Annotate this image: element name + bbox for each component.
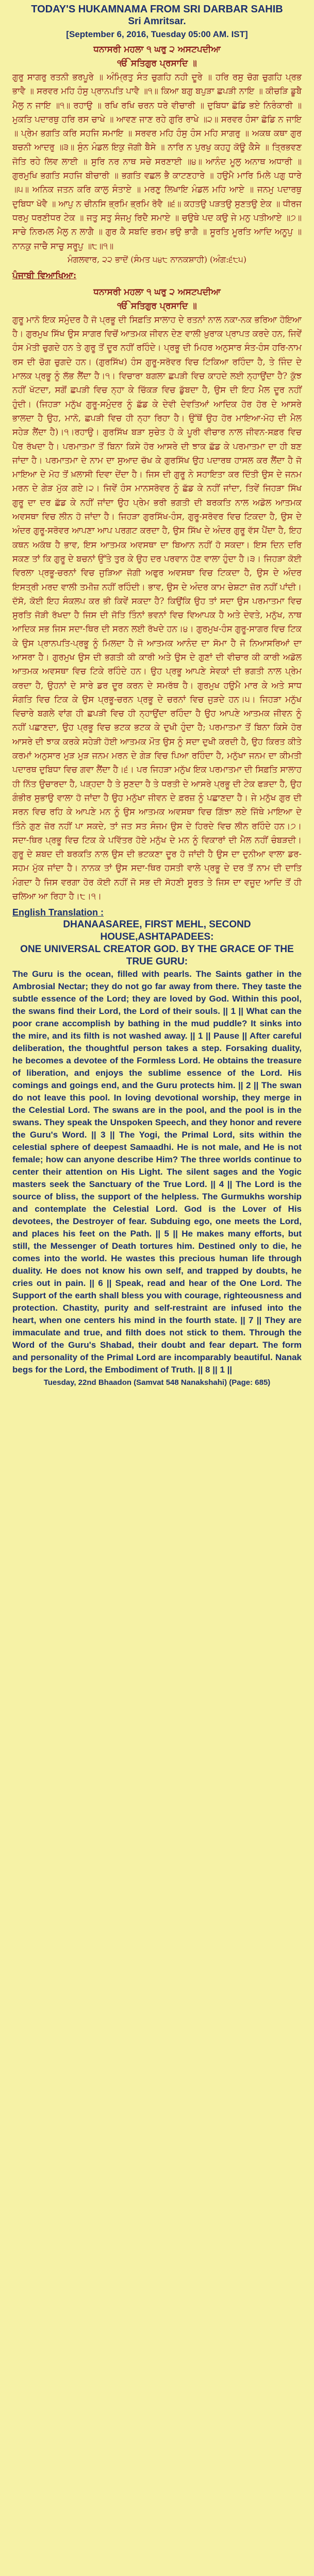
punjabi-label: ਪੰਜਾਬੀ ਵਿਆਖਿਆ: xyxy=(12,270,77,281)
gurmukhi-section xyxy=(0,43,314,266)
page-date: [September 6, 2016, Tuesday 05:00 AM. IST] xyxy=(66,29,248,39)
english-label: English Translation : xyxy=(12,907,104,918)
english-heading-line-1: DHANAASAREE, FIRST MEHL, SECOND HOUSE,ASHTAPADEES: xyxy=(63,919,251,943)
punjabi-section xyxy=(0,269,314,903)
english-section xyxy=(0,906,314,1388)
english-footer-date: Tuesday, 22nd Bhaadon (Samvat 548 Nanakshahi) (Page: 685) xyxy=(43,1378,271,1387)
punjabi-mool-mantar: ੴ ਸਤਿਗੁਰ ਪ੍ਰਸਾਦਿ ॥ xyxy=(117,300,197,311)
punjabi-raag-heading: ਧਨਾਸਰੀ ਮਹਲਾ ੧ ਘਰੁ ੨ ਅਸਟਪਦੀਆ xyxy=(93,286,221,297)
page-subtitle-place: Sri Amritsar. xyxy=(128,16,186,27)
page-header xyxy=(0,0,314,40)
gurmukhi-mool-mantar: ੴ ਸਤਿਗੁਰ ਪ੍ਰਸਾਦਿ ॥ xyxy=(117,58,197,69)
gurmukhi-raag-heading: ਧਨਾਸਰੀ ਮਹਲਾ ੧ ਘਰੁ ੨ ਅਸਟਪਦੀਆ xyxy=(93,44,221,55)
page-title: TODAY'S HUKAMNAMA FROM SRI DARBAR SAHIB xyxy=(31,4,283,15)
gurmukhi-shabad-text: ਗੁਰੁ ਸਾਗਰੁ ਰਤਨੀ ਭਰਪੂਰੇ ॥ ਅੰਮ੍ਰਿਤੁ ਸੰਤ ਚੁਗਹਿ ਨਹੀ ਦੂਰੇ ॥ ਹਰਿ ਰਸੁ ਚੋਗ ਚੁਗਹਿ ਪ੍ਰਭ ਭਾਵੈ ॥ ਸਰਵਰ ਮਹਿ ਹੰਸੁ ਪ੍ਰਾਨਪਤਿ ਪਾਵੈ ॥੧॥ ਕਿਆ ਬਗੁ ਬਪੁੜਾ ਛਪੜੀ ਨਾਇ ॥ ਕੀਚੜਿ ਡੂਬੈ ਮੈਲੁ ਨ ਜਾਇ ॥੧॥ ਰਹਾਉ ॥ ਰਖਿ ਰਖਿ ਚਰਨ ਧਰੇ ਵੀਚਾਰੀ ॥ ਦੁਬਿਧਾ ਛੋਡਿ ਭਏ ਨਿਰੰਕਾਰੀ ॥ ਮੁਕਤਿ ਪਦਾਰਥੁ ਹਰਿ ਰਸ ਚਾਖੇ ॥ ਆਵਣ ਜਾਣ ਰਹੇ ਗੁਰਿ ਰਾਖੇ ॥੨॥ ਸਰਵਰ ਹੰਸਾ ਛੋਡਿ ਨ ਜਾਇ ॥ ਪ੍ਰੇਮ ਭਗਤਿ ਕਰਿ ਸਹਜਿ ਸਮਾਇ ॥ ਸਰਵਰ ਮਹਿ ਹੰਸੁ ਹੰਸ ਮਹਿ ਸਾਗਰੁ ॥ ਅਕਥ ਕਥਾ ਗੁਰ ਬਚਨੀ ਆਦਰੁ ॥੩॥ ਸੁੰਨ ਮੰਡਲ ਇਕੁ ਜੋਗੀ ਬੈਸੇ ॥ ਨਾਰਿ ਨ ਪੁਰਖੁ ਕਹਹੁ ਕੋਊ ਕੈਸੇ ॥ ਤ੍ਰਿਭਵਣ ਜੋਤਿ ਰਹੇ ਲਿਵ ਲਾਈ ॥ ਸੁਰਿ ਨਰ ਨਾਥ ਸਚੇ ਸਰਣਾਈ ॥੪॥ ਆਨੰਦ ਮੂਲੁ ਅਨਾਥ ਅਧਾਰੀ ॥ ਗੁਰਮੁਖਿ ਭਗਤਿ ਸਹਜਿ ਬੀਚਾਰੀ ॥ ਭਗਤਿ ਵਛਲ ਭੈ ਕਾਟਣਹਾਰੇ ॥ ਹਉਮੈ ਮਾਰਿ ਮਿਲੇ ਪਗੁ ਧਾਰੇ ॥੫॥ ਅਨਿਕ ਜਤਨ ਕਰਿ ਕਾਲੁ ਸੰਤਾਏ ॥ ਮਰਣੁ ਲਿਖਾਇ ਮੰਡਲ ਮਹਿ ਆਏ ॥ ਜਨਮੁ ਪਦਾਰਥੁ ਦੁਬਿਧਾ ਖੋਵੈ ॥ ਆਪੁ ਨ ਚੀਨਸਿ ਭ੍ਰਮਿ ਭ੍ਰਮਿ ਰੋਵੈ ॥੬॥ ਕਹਤਉ ਪੜਤਉ ਸੁਣਤਉ ਏਕ ॥ ਧੀਰਜ ਧਰਮੁ ਧਰਣੀਧਰ ਟੇਕ ॥ ਜਤੁ ਸਤੁ ਸੰਜਮੁ ਰਿਦੈ ਸਮਾਏ ॥ ਚਉਥੇ ਪਦ ਕਉ ਜੇ ਮਨੁ ਪਤੀਆਏ ॥੭॥ ਸਾਚੇ ਨਿਰਮਲ ਮੈਲੁ ਨ ਲਾਗੈ ॥ ਗੁਰ ਕੈ ਸਬਦਿ ਭਰਮ ਭਉ ਭਾਗੈ ॥ ਸੂਰਤਿ ਮੂਰਤਿ ਆਦਿ ਅਨੂਪੁ ॥ ਨਾਨਕੁ ਜਾਚੈ ਸਾਚੁ ਸਰੂਪੁ ॥੮॥੧॥ xyxy=(12,72,302,251)
punjabi-explanation-text: ਗੁਰੂ ਮਾਨੋ ਇਕ ਸਮੁੰਦਰ ਹੈ ਜੋ ਪ੍ਰਭੂ ਦੀ ਸਿਫ਼ਤਿ ਸਾਲਾਹ ਦੇ ਰਤਨਾਂ ਨਾਲ ਨਕਾ-ਨਕ ਭਰਿਆ ਹੋਇਆ ਹੈ। ਗੁਰਮੁਖ ਸਿੱਖ ਉਸ ਸਾਗਰ ਵਿਚੋਂ ਆਤਮਕ ਜੀਵਨ ਦੇਣ ਵਾਲੀ ਖ਼ੁਰਾਕ ਪ੍ਰਾਪਤ ਕਰਦੇ ਹਨ, ਜਿਵੇਂ ਹੰਸ ਮੋਤੀ ਚੁਗਦੇ ਹਨ ਤੇ ਗੁਰੂ ਤੋਂ ਦੂਰ ਨਹੀਂ ਰਹਿੰਦੇ। ਪ੍ਰਭੂ ਦੀ ਮਿਹਰ ਅਨੁਸਾਰ ਸੰਤ-ਹੰਸ ਹਰਿ-ਨਾਮ ਰਸ ਦੀ ਚੋਗ ਚੁਗਦੇ ਹਨ। (ਗੁਰਸਿੱਖ) ਹੰਸ ਗੁਰੂ-ਸਰੋਵਰ ਵਿਚ ਟਿਕਿਆ ਰਹਿੰਦਾ ਹੈ, ਤੇ ਜਿੰਦ ਦੇ ਮਾਲਕ ਪ੍ਰਭੂ ਨੂੰ ਲੱਭ ਲੈਂਦਾ ਹੈ।੧। ਵਿਚਾਰਾ ਬਗਲਾ ਛਪੜੀ ਵਿਚ ਕਾਹਦੇ ਲਈ ਨ੍ਹਾਉਂਦਾ ਹੈ? ਕੁੱਝ ਨਹੀਂ ਖੱਟਦਾ, ਸਗੋਂ ਛਪੜੀ ਵਿਚ ਨ੍ਹਾ ਕੇ ਚਿੱਕੜ ਵਿਚ ਡੁੱਬਦਾ ਹੈ, ਉਸ ਦੀ ਇਹ ਮੈਲ ਦੂਰ ਨਹੀਂ ਹੁੰਦੀ। (ਜਿਹੜਾ ਮਨੁੱਖ ਗੁਰੂ-ਸਮੁੰਦਰ ਨੂੰ ਛੱਡ ਕੇ ਦੇਵੀ ਦੇਵਤਿਆਂ ਆਦਿਕ ਹੋਰ ਹੋਰ ਦੇ ਆਸਰੇ ਭਾਲਦਾ ਹੈ ਉਹ, ਮਾਨੋ, ਛਪੜੀ ਵਿਚ ਹੀ ਨ੍ਹਾ ਰਿਹਾ ਹੈ। ਉੱਥੋਂ ਉਹ ਹੋਰ ਮਾਇਆ-ਮੋਹ ਦੀ ਮੈਲ ਸਹੇੜ ਲੈਂਦਾ ਹੈ)।੧।ਰਹਾਉ। ਗੁਰਸਿੱਖ ਬੜਾ ਸੁਚੇਤ ਹੋ ਕੇ ਪੂਰੀ ਵੀਚਾਰ ਨਾਲ ਜੀਵਨ-ਸਫ਼ਰ ਵਿਚ ਪੈਰ ਰੱਖਦਾ ਹੈ। ਪਰਮਾਤਮਾ ਤੋਂ ਬਿਨਾ ਕਿਸੇ ਹੋਰ ਆਸਰੇ ਦੀ ਝਾਕ ਛੱਡ ਕੇ ਪਰਮਾਤਮਾ ਦਾ ਹੀ ਬਣ ਜਾਂਦਾ ਹੈ। ਪਰਮਾਤਮਾ ਦੇ ਨਾਮ ਦਾ ਸੁਆਦ ਚੱਖ ਕੇ ਗੁਰਸਿੱਖ ਉਹ ਪਦਾਰਥ ਹਾਸਲ ਕਰ ਲੈਂਦਾ ਹੈ ਜੋ ਮਾਇਆ ਦੇ ਮੋਹ ਤੋਂ ਖ਼ਲਾਸੀ ਦਿਵਾ ਦੇਂਦਾ ਹੈ। ਜਿਸ ਦੀ ਗੁਰੂ ਨੇ ਸਹਾਇਤਾ ਕਰ ਦਿੱਤੀ ਉਸ ਦੇ ਜਨਮ ਮਰਨ ਦੇ ਗੇੜ ਮੁੱਕ ਗਏ।੨। ਜਿਵੇਂ ਹੰਸ ਮਾਨਸਰੋਵਰ ਨੂੰ ਛੱਡ ਕੇ ਨਹੀਂ ਜਾਂਦਾ, ਤਿਵੇਂ ਜਿਹੜਾ ਸਿੱਖ ਗੁਰੂ ਦਾ ਦਰ ਛੱਡ ਕੇ ਨਹੀਂ ਜਾਂਦਾ ਉਹ ਪ੍ਰੇਮ ਭਰੀ ਭਗਤੀ ਦੀ ਬਰਕਤਿ ਨਾਲ ਅਡੋਲ ਆਤਮਕ ਅਵਸਥਾ ਵਿਚ ਲੀਨ ਹੋ ਜਾਂਦਾ ਹੈ। ਜਿਹੜਾ ਗੁਰਸਿੱਖ-ਹੰਸ, ਗੁਰੂ-ਸਰੋਵਰ ਵਿਚ ਟਿਕਦਾ ਹੈ, ਉਸ ਦੇ ਅੰਦਰ ਗੁਰੂ-ਸਰੋਵਰ ਆਪਣਾ ਆਪ ਪਰਗਟ ਕਰਦਾ ਹੈ, ਉਸ ਸਿੱਖ ਦੇ ਅੰਦਰ ਗੁਰੂ ਵੱਸ ਪੈਂਦਾ ਹੈ, ਇਹ ਕਥਨ ਅਕੱਥ ਹੈ ਭਾਵ, ਇਸ ਆਤਮਕ ਅਵਸਥਾ ਦਾ ਬਿਆਨ ਨਹੀਂ ਹੋ ਸਕਦਾ। ਇਸ ਦਿਨ ਦਰਿ ਸਕਣ ਤਾਂ ਕਿ ਗੁਰੂ ਦੇ ਬਚਨਾਂ ਉੱਤੇ ਤੁਰ ਕੇ ਉਹ ਦਰ ਪਰਵਾਨ ਹੋਣ ਵਾਲਾ ਹੁੰਦਾ ਹੈ।੩। ਜਿਹੜਾ ਕੋਈ ਵਿਰਲਾ ਪ੍ਰਭੂ-ਚਰਨਾਂ ਵਿਚ ਜੁੜਿਆ ਜੋਗੀ ਅਫੁਰ ਅਵਸਥਾ ਵਿਚ ਟਿਕਦਾ ਹੈ, ਉਸ ਦੇ ਅੰਦਰ ਇਸਤ੍ਰੀ ਮਰਦ ਵਾਲੀ ਤਮੀਜ਼ ਨਹੀਂ ਰਹਿੰਦੀ। ਭਾਵ, ਉਸ ਦੇ ਅੰਦਰ ਕਾਮ ਚੇਸ਼ਟਾ ਜ਼ੋਰ ਨਹੀਂ ਪਾਂਦੀ। ਦੱਸੋ, ਕੋਈ ਇਹ ਸੰਕਲਪ ਕਰ ਭੀ ਕਿਵੇਂ ਸਕਦਾ ਹੈ? ਕਿਉਂਕਿ ਉਹ ਤਾਂ ਸਦਾ ਉਸ ਪਰਮਾਤਮਾ ਵਿਚ ਸੁਰਤਿ ਜੋੜੀ ਰੱਖਦਾ ਹੈ ਜਿਸ ਦੀ ਜੋਤਿ ਤਿੰਨਾਂ ਭਵਨਾਂ ਵਿਚ ਵਿਆਪਕ ਹੈ ਅਤੇ ਦੇਵਤੇ, ਮਨੁੱਖ, ਨਾਥ ਆਦਿਕ ਸਭ ਜਿਸ ਸਦਾ-ਥਿਰ ਦੀ ਸਰਨ ਲਈ ਰੱਖਦੇ ਹਨ।੪। ਗੁਰਮੁਖ-ਹੰਸ ਗੁਰੂ-ਸਾਗਰ ਵਿਚ ਟਿਕ ਕੇ ਉਸ ਪ੍ਰਾਨਪਤਿ-ਪ੍ਰਭੂ ਨੂੰ ਮਿਲਦਾ ਹੈ ਜੋ ਆਤਮਕ ਆਨੰਦ ਦਾ ਸੋਮਾ ਹੈ ਜੋ ਨਿਆਸਰਿਆਂ ਦਾ ਆਸਰਾ ਹੈ। ਗੁਰਮੁਖ ਉਸ ਦੀ ਭਗਤੀ ਕੀ ਕਾਰੀ ਅਤੇ ਉਸ ਦੇ ਗੁਣਾਂ ਦੀ ਵੀਚਾਰ ਕੀ ਕਾਰੀ ਅਡੋਲ ਆਤਮਕ ਅਵਸਥਾ ਵਿਚ ਟਿਕੇ ਰਹਿੰਦੇ ਹਨ। ਉਹ ਪ੍ਰਭੂ ਆਪਣੇ ਸੇਵਕਾਂ ਦੀ ਭਗਤੀ ਨਾਲ ਪ੍ਰੇਮ ਕਰਦਾ ਹੈ, ਉਹਨਾਂ ਦੇ ਸਾਰੇ ਡਰ ਦੂਰ ਕਰਨ ਦੇ ਸਮਰੱਥ ਹੈ। ਗੁਰਮੁਖ ਹਉਮੈ ਮਾਰ ਕੇ ਅਤੇ ਸਾਧ ਸੰਗਤਿ ਵਿਚ ਟਿਕ ਕੇ ਉਸ ਪ੍ਰਭੂ-ਚਰਨ ਪ੍ਰਭੂ ਦੇ ਚਰਨਾਂ ਵਿਚ ਜੁੜਦੇ ਹਨ।੫। ਜਿਹੜਾ ਮਨੁੱਖ ਵਿਚਾਰੇ ਬਗਲੇ ਵਾਂਗ ਹੀ ਛਪੜੀ ਵਿਚ ਹੀ ਨ੍ਹਾਉਂਦਾ ਰਹਿੰਦਾ ਹੈ ਉਹ ਆਪਣੇ ਆਤਮਕ ਜੀਵਨ ਨੂੰ ਨਹੀਂ ਪਛਾਣਦਾ, ਉਹ ਪ੍ਰਭੂ ਵਿਚ ਭਟਕ ਭਟਕ ਕੇ ਦੁਖੀ ਹੁੰਦਾ ਹੈ; ਪਰਮਾਤਮਾ ਤੋਂ ਬਿਨਾ ਕਿਸੇ ਹੋਰ ਆਸਰੇ ਦੀ ਝਾਕ ਕਰਕੇ ਸਹੇੜੀ ਹੋਈ ਆਤਮਕ ਮੌਤ ਉਸ ਨੂੰ ਸਦਾ ਦੁਖੀ ਕਰਦੀ ਹੈ, ਉਹ ਕਿਰਤ ਕੀਤੇ ਕਰਮਾਂ ਅਨੁਸਾਰ ਮੁੜ ਮੁੜ ਜਨਮ ਮਰਨ ਦੇ ਗੇੜ ਵਿਚ ਪਿਆ ਰਹਿੰਦਾ ਹੈ, ਮਨੁੱਖਾ ਜਨਮ ਦਾ ਕੀਮਤੀ ਪਦਾਰਥ ਦੁਬਿਧਾ ਵਿਚ ਗਵਾ ਲੈਂਦਾ ਹੈ।੬। ਪਰ ਜਿਹੜਾ ਮਨੁੱਖ ਇਕ ਪਰਮਾਤਮਾ ਦੀ ਸਿਫ਼ਤਿ ਸਾਲਾਹ ਹੀ ਨਿੱਤ ਉਚਾਰਦਾ ਹੈ, ਪੜ੍ਹਦਾ ਹੈ ਤੇ ਸੁਣਦਾ ਹੈ ਤੇ ਧਰਤੀ ਦੇ ਆਸਰੇ ਪ੍ਰਭੂ ਦੀ ਟੇਕ ਫੜਦਾ ਹੈ, ਉਹ ਗੰਭੀਰ ਸੁਭਾਉ ਵਾਲਾ ਹੋ ਜਾਂਦਾ ਹੈ ਉਹ ਮਨੁੱਖਾ ਜੀਵਨ ਦੇ ਫ਼ਰਜ਼ ਨੂੰ ਪਛਾਣਦਾ ਹੈ। ਜੇ ਮਨੁੱਖ ਗੁਰ ਦੀ ਸਰਨ ਵਿਚ ਰਹਿ ਕੇ ਆਪਣੇ ਮਨ ਨੂੰ ਉਸ ਆਤਮਕ ਅਵਸਥਾ ਵਿਚ ਗਿੱਝਾ ਲਏ ਜਿੱਥੇ ਮਾਇਆ ਦੇ ਤਿੰਨੇ ਗੁਣ ਜ਼ੋਰ ਨਹੀਂ ਪਾ ਸਕਦੇ, ਤਾਂ ਜਤ ਸਤ ਸੰਜਮ ਉਸ ਦੇ ਹਿਰਦੇ ਵਿਚ ਲੀਨ ਰਹਿੰਦੇ ਹਨ।੭। ਸਦਾ-ਥਿਰ ਪ੍ਰਭੂ ਵਿਚ ਟਿਕ ਕੇ ਪਵਿੱਤਰ ਹੋਏ ਮਨੁੱਖ ਦੇ ਮਨ ਨੂੰ ਵਿਕਾਰਾਂ ਦੀ ਮੈਲ ਨਹੀਂ ਚੰਬੜਦੀ। ਗੁਰੂ ਦੇ ਸ਼ਬਦ ਦੀ ਬਰਕਤਿ ਨਾਲ ਉਸ ਦੀ ਭਟਕਣਾ ਦੂਰ ਹੋ ਜਾਂਦੀ ਹੈ ਉਸ ਦਾ ਦੁਨੀਆ ਵਾਲਾ ਡਰ-ਸਹਮ ਮੁੱਕ ਜਾਂਦਾ ਹੈ। ਨਾਨਕ ਤਾਂ ਉਸ ਸਦਾ-ਥਿਰ ਹਸਤੀ ਵਾਲੇ ਪ੍ਰਭੂ ਦੇ ਦਰ ਤੋਂ ਨਾਮ ਦੀ ਦਾਤਿ ਮੰਗਦਾ ਹੈ ਜਿਸ ਵਰਗਾ ਹੋਰ ਕੋਈ ਨਹੀਂ ਜੋ ਸਭ ਦੀ ਸੋਹਣੀ ਸੂਰਤ ਤੇ ਜਿਸ ਦਾ ਵਜੂਦ ਆਦਿ ਤੋਂ ਹੀ ਚਲਿਆ ਆ ਰਿਹਾ ਹੈ।੮।੧। xyxy=(12,314,302,902)
gurmukhi-date-line: ਮੰਗਲਵਾਰ, ੨੨ ਭਾਦੋਂ (ਸੰਮਤ ੫੪੮ ਨਾਨਕਸ਼ਾਹੀ) (ਅੰਗ:੬੮੫) xyxy=(68,254,246,264)
english-translation-text: The Guru is the ocean, filled with pearls. The Saints gather in the Ambrosial Nectar; they do not go far away from there. They taste the subtle essence of the Lord; they are loved by God. Within this pool, the swans find their Lord, the Lord of their souls. || 1 || What can the poor crane accomplish by bathing in the mud puddle? It sinks into the mire, and its filth is not washed away. || 1 || Pause || After careful deliberation, the thoughtful person takes a step. Forsaking duality, he becomes a devotee of the Formless Lord. He obtains the treasure of liberation, and enjoys the sublime essence of the Lord. His comings and goings end, and the Guru protects him. || 2 || The swan do not leave this pool. In loving devotional worship, they merge in the Celestial Lord. The swans are in the pool, and the pool is in the swans. They speak the Unspoken Speech, and they honor and revere the Guru's Word. || 3 || The Yogi, the Primal Lord, sits within the celestial sphere of deepest Samaadhi. He is not male, and He is not female; how can anyone describe Him? The three worlds continue to center their attention on His Light. The silent sages and the Yogic masters seek the Sanctuary of the True Lord. || 4 || The Lord is the source of bliss, the support of the helpless. The Gurmukhs worship and contemplate the Celestial Lord. God is the Lover of His devotees, the Destroyer of fear. Subduing ego, one meets the Lord, and places his feet on the Path. || 5 || He makes many efforts, but still, the Messenger of Death tortures him. Destined only to die, he comes into the world. He wastes this precious human life through duality. He does not know his own self, and trapped by doubts, he cries out in pain. || 6 || Speak, read and hear of the One Lord. The Support of the earth shall bless you with courage, righteousness and protection. Chastity, purity and self-restraint are infused into the heart, when one centers his mind in the fourth state. || 7 || They are immaculate and true, and filth does not stick to them. Through the Word of the Guru's Shabad, their doubt and fear depart. The form and personality of the Primal Lord are incomparably beautiful. Nanak begs for the Lord, the Embodiment of Truth. || 8 || 1 || xyxy=(12,969,302,1375)
english-heading-line-2: ONE UNIVERSAL CREATOR GOD. BY THE GRACE OF THE TRUE GURU: xyxy=(20,944,294,968)
